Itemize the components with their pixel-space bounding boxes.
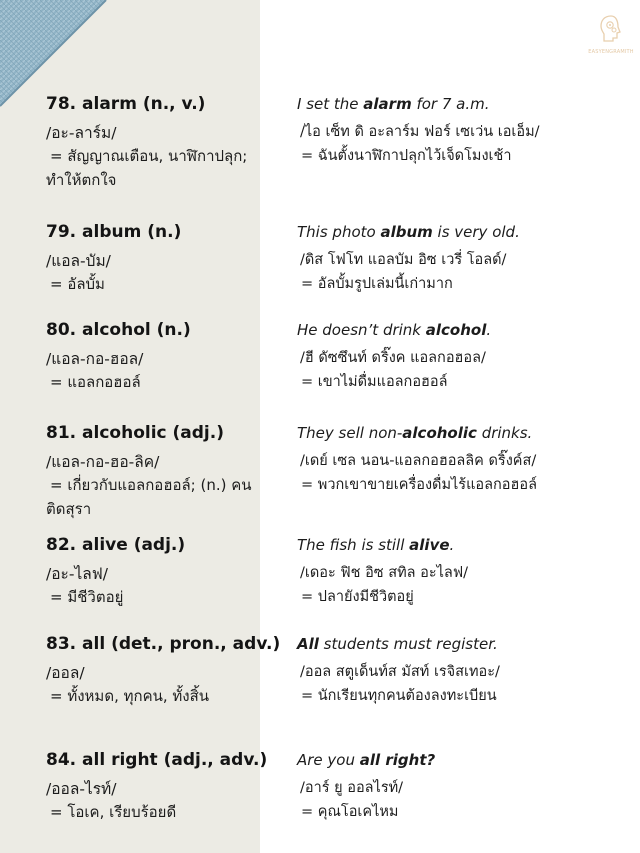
entry-word: 80. alcohol (n.) <box>46 320 191 340</box>
example-meaning: = พวกเขาขายเครื่องดื่มไร้แอลกอฮอล์ <box>301 477 537 493</box>
entry-pronunciation: /ออล-ไรท์/ <box>46 780 117 798</box>
entry-meaning: = ทั้งหมด, ทุกคน, ทั้งสิ้น <box>50 687 210 705</box>
example-sentence: They sell non-alcoholic drinks. <box>297 424 533 442</box>
entry-word: 82. alive (adj.) <box>46 535 186 555</box>
entry-pronunciation: /ออล/ <box>46 664 85 682</box>
entry-meaning: = แอลกอฮอล์ <box>50 373 141 391</box>
entry-pronunciation: /แอล-บัม/ <box>46 252 111 270</box>
example-sentence: This photo album is very old. <box>297 223 520 241</box>
example-pronunciation: /ดิส โฟโท แอลบัม อิซ เวรี่ โอลด์/ <box>300 252 507 268</box>
highlighted-word: alcoholic <box>402 424 477 442</box>
entry-pronunciation: /แอล-กอ-ฮอ-ลิค/ <box>46 453 160 471</box>
example-pronunciation: /อาร์ ยู ออลไรท์/ <box>300 780 404 796</box>
entry-word: 79. album (n.) <box>46 222 182 242</box>
entry-meaning: = อัลบั้ม <box>50 275 105 293</box>
entry-meaning: = โอเค, เรียบร้อยดี <box>50 803 177 821</box>
highlighted-word: all right? <box>359 751 436 769</box>
example-meaning: = ฉันตั้งนาฬิกาปลุกไว้เจ็ดโมงเช้า <box>301 148 512 164</box>
entry-word: 83. all (det., pron., adv.) <box>46 634 281 654</box>
entry-meaning: = เกี่ยวกับแอลกอฮอล์; (n.) คนติดสุรา <box>46 476 252 518</box>
brand-name: EASYENGRAMITH <box>588 49 634 55</box>
highlighted-word: All <box>297 635 319 653</box>
example-sentence: He doesn’t drink alcohol. <box>297 321 492 339</box>
example-pronunciation: /เดอะ ฟิช อิซ สทิล อะไลฟ/ <box>300 565 468 581</box>
entry-word: 78. alarm (n., v.) <box>46 94 206 114</box>
example-meaning: = เขาไม่ดื่มแอลกอฮอล์ <box>301 374 448 390</box>
example-sentence: The fish is still alive. <box>297 536 455 554</box>
example-meaning: = ปลายังมีชีวิตอยู่ <box>301 589 414 605</box>
entry-meaning: = สัญญาณเตือน, นาฬิกาปลุก; ทำให้ตกใจ <box>46 147 248 189</box>
example-pronunciation: /ออล สตูเด็นท์ส มัสท์ เรจิสเทอะ/ <box>300 664 500 680</box>
entry-pronunciation: /แอล-กอ-ฮอล/ <box>46 350 144 368</box>
highlighted-word: alcohol <box>425 321 487 339</box>
head-gears-icon <box>598 14 624 44</box>
example-meaning: = อัลบั้มรูปเล่มนี้เก่ามาก <box>301 276 453 292</box>
example-sentence: All students must register. <box>297 635 498 653</box>
entry-word: 81. alcoholic (adj.) <box>46 423 224 443</box>
example-meaning: = คุณโอเคไหม <box>301 804 399 820</box>
example-pronunciation: /ฮี ดัซซึนท์ ดริ๊งค แอลกอฮอล/ <box>300 350 486 366</box>
entry-pronunciation: /อะ-ไลฟ/ <box>46 565 108 583</box>
example-pronunciation: /เดย์ เซล นอน-แอลกอฮอลลิค ดริ๊งค์ส/ <box>300 453 537 469</box>
example-meaning: = นักเรียนทุกคนต้องลงทะเบียน <box>301 688 497 704</box>
highlighted-word: alarm <box>363 95 412 113</box>
example-sentence: Are you all right? <box>297 751 436 769</box>
brand-logo <box>584 14 638 66</box>
highlighted-word: album <box>380 223 433 241</box>
highlighted-word: alive <box>409 536 450 554</box>
entry-word: 84. all right (adj., adv.) <box>46 750 268 770</box>
example-sentence: I set the alarm for 7 a.m. <box>297 95 490 113</box>
example-pronunciation: /ไอ เซ็ท ดิ อะลาร์ม ฟอร์ เซเว่น เอเอ็ม/ <box>300 124 540 140</box>
entry-pronunciation: /อะ-ลาร์ม/ <box>46 124 117 142</box>
entry-meaning: = มีชีวิตอยู่ <box>50 588 124 606</box>
